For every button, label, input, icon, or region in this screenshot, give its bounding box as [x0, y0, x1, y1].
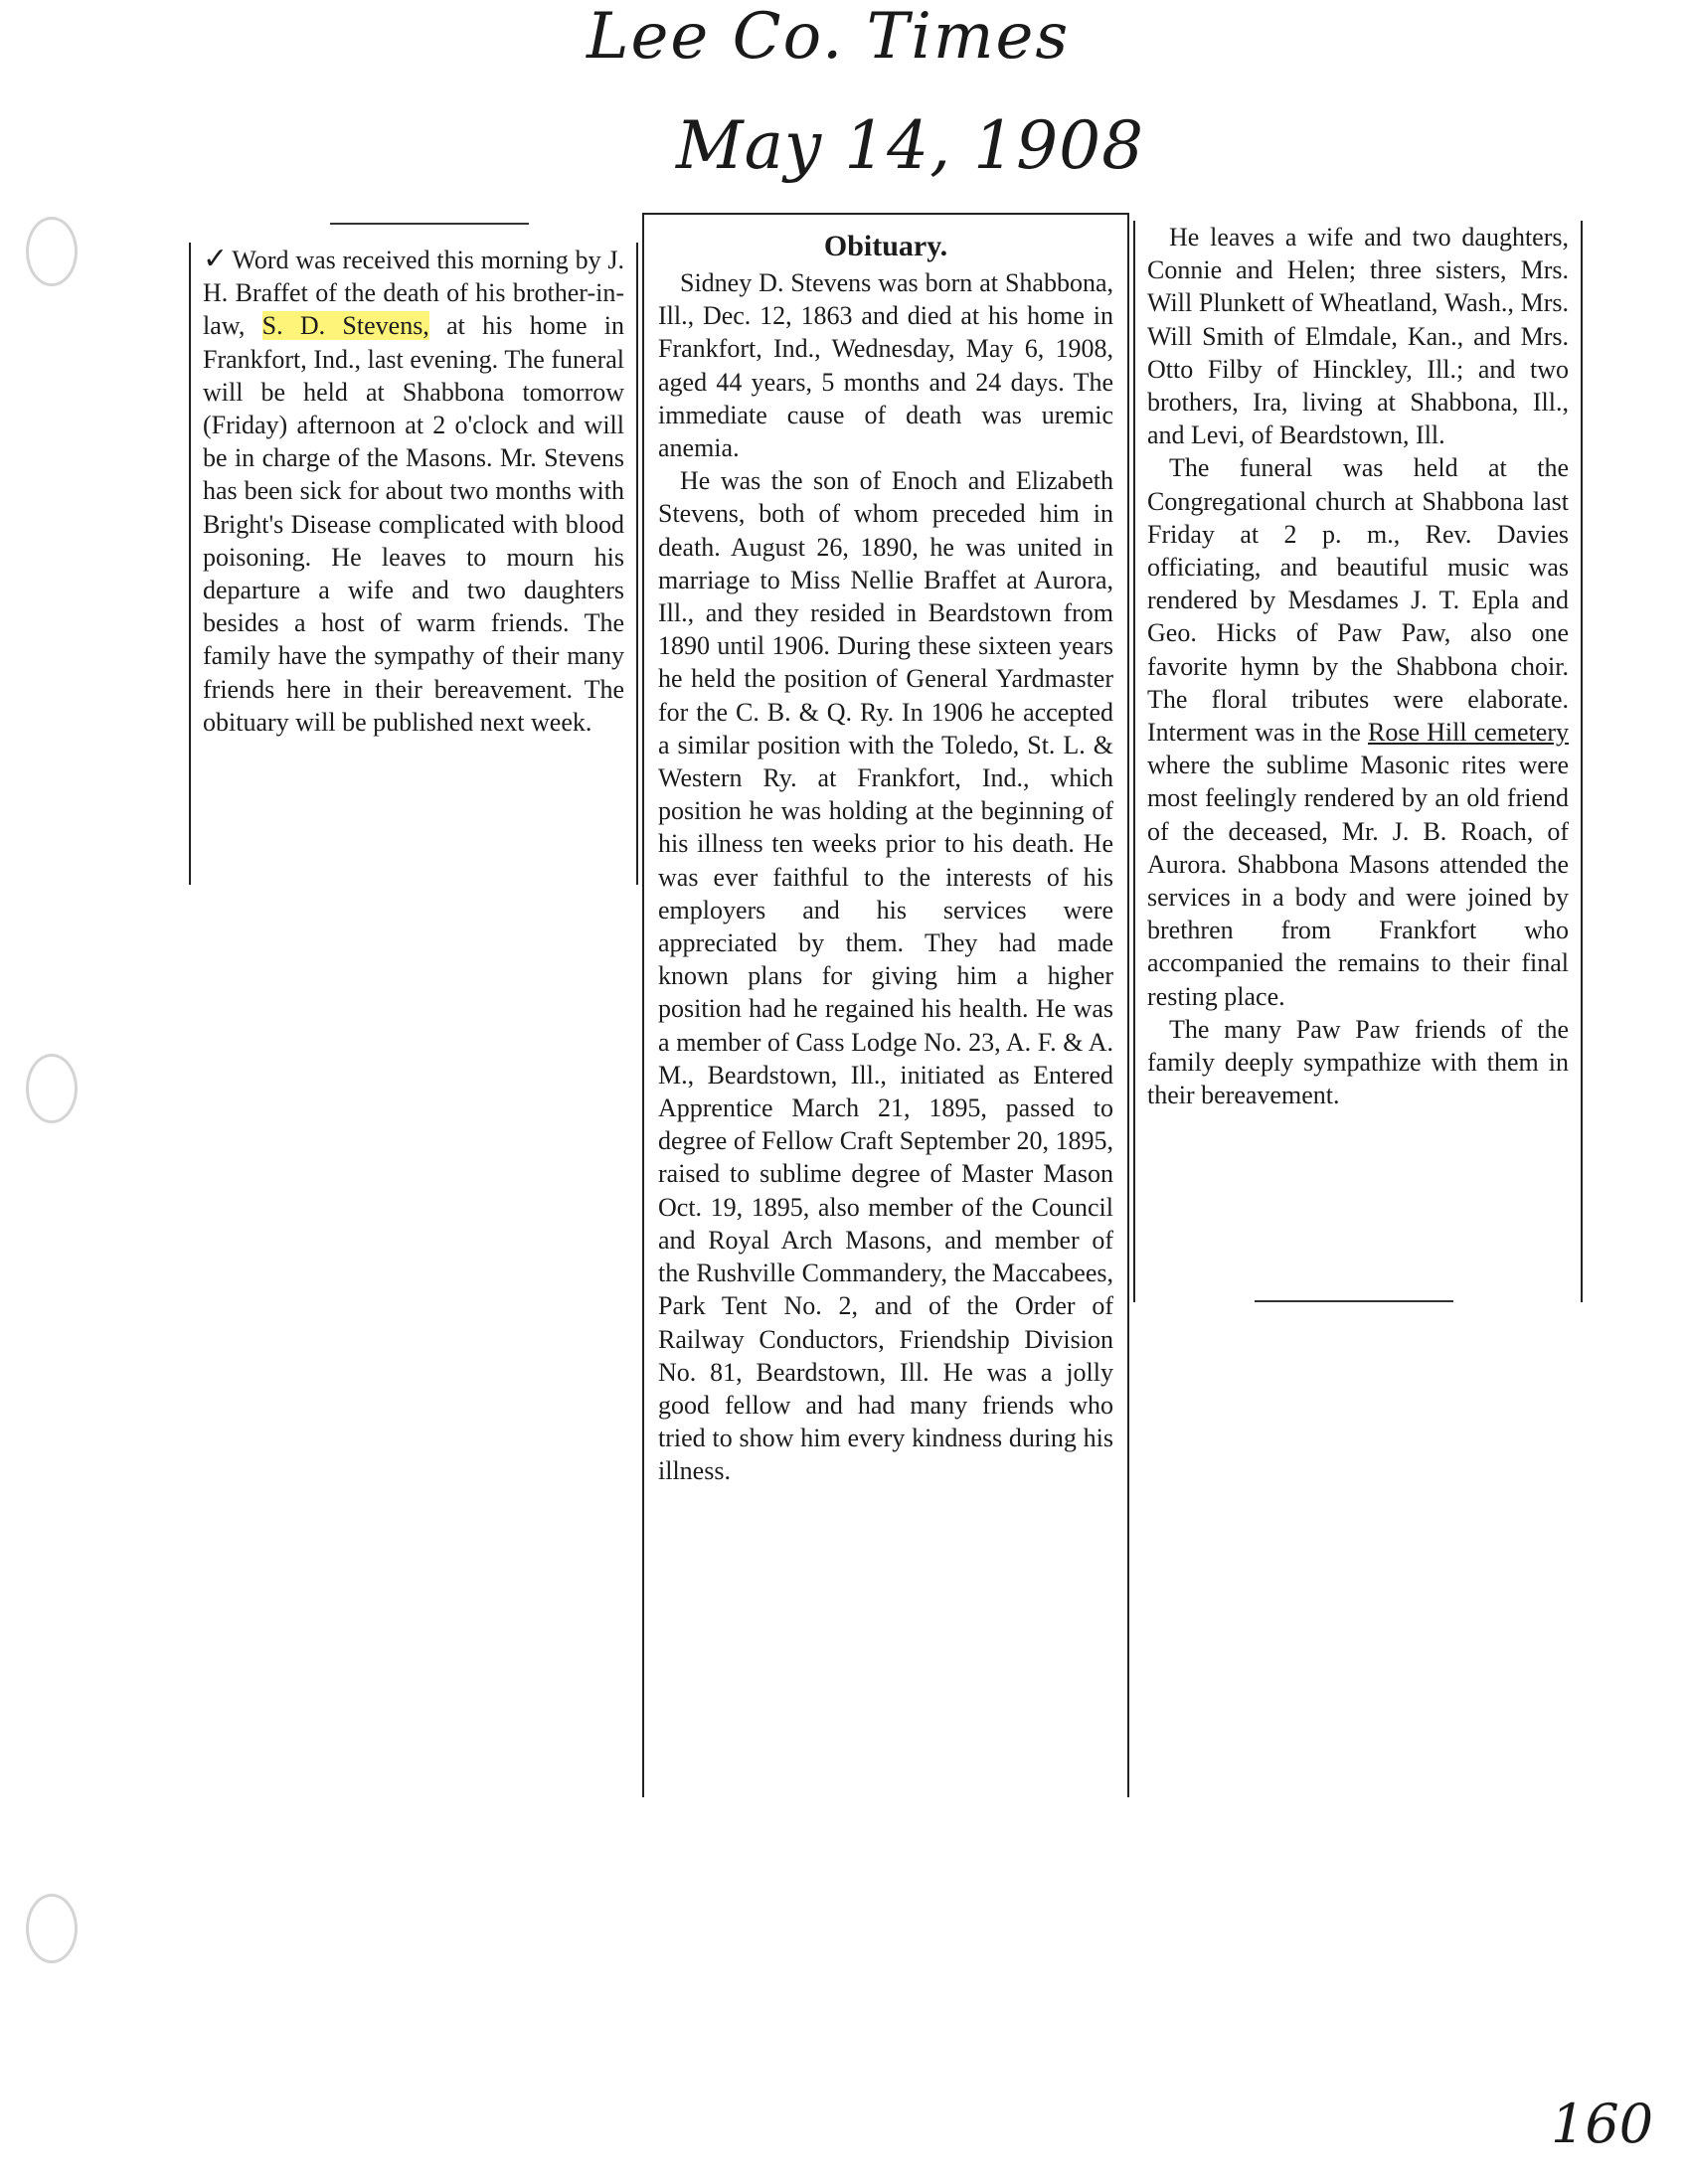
obituary-paragraph-2: He was the son of Enoch and Elizabeth Stevens, both of whom preceded him in death. August 26, 1890, he was united in marriage to Miss Nellie Braffet at Aurora, Ill., and they resided in Beardstown from 1890 until 1906. During these sixteen years he held the position of General Yardmaster for the C. B. & Q. Ry. In 1906 he accepted a similar position with the Toledo, St. L. & Western Ry. at Frankfort, Ind., which position he was holding at the beginning of his illness ten weeks prior to his death. He was ever faithful to the interests of his employers and his services were appreciated by them. They had made known plans for giving him a higher position had he regained his health. He was a member of Cass Lodge No. 23, A. F. & A. M., Beardstown, Ill., initiated as Entered Apprentice March 21, 1895, passed to degree of Fellow Craft September 20, 1895, raised to sublime degree of Master Mason Oct. 19, 1895, also member of the Council and Royal Arch Masons, and member of the Rushville Commandery, the Maccabees, Park Tent No. 2, and of the Order of Railway Conductors, Friendship Division No. 81, Beardstown, Ill. He was a jolly good fellow and had many friends who tried to show him every kindness during his illness. — [658, 466, 1113, 1486]
binder-hole-middle — [26, 1054, 78, 1123]
notice-text-start: Word was received this morning by J. H. Braffet of the death of his brother-in-law, — [203, 246, 624, 341]
binder-hole-top — [26, 217, 78, 286]
continuation-paragraph-survivors: He leaves a wife and two daughters, Connie and Helen; three sisters, Mrs. Will Plunkett of Wheatland, Wash., Mrs. Will Smith of Elmdale, Kan., and Mrs. Otto Filby of Hinckley, Ill.; and two brothers, Ira, living at Shabbona, Ill., and Levi, of Beardstown, Ill. — [1147, 223, 1569, 450]
death-notice-clipping — [189, 243, 638, 885]
check-mark-icon: ✓ — [203, 242, 229, 276]
continuation-paragraph-funeral — [1147, 451, 1569, 1012]
continuation-bottom-rule — [1255, 1300, 1453, 1302]
obituary-clipping — [642, 213, 1129, 1797]
continuation-paragraph-sympathy: The many Paw Paw friends of the family deeply sympathize with them in their bereavement. — [1147, 1014, 1569, 1110]
handwritten-source-annotation: Lee Co. Times — [587, 0, 1071, 74]
handwritten-page-number: 160 — [1551, 2093, 1654, 2155]
highlighted-name: S. D. Stevens, — [261, 311, 429, 341]
notice-paragraph — [203, 243, 624, 739]
funeral-text-start: The funeral was held at the Congregational church at Shabbona last Friday at 2 p. m., Rev. Davies officiating, and beautiful music was rendered by Mesdames J. T. Epla and Geo. Hicks of Paw Paw, also one favorite hymn by the Shabbona choir. The floral tributes were elaborate. Interment was in the — [1147, 453, 1569, 748]
notice-top-rule — [330, 223, 529, 225]
obituary-heading: Obituary. — [823, 230, 948, 262]
notice-text-end: at his home in Frankfort, Ind., last evening. The funeral will be held at Shabbona tomorrow (Friday) afternoon at 2 o'clock and will be in charge of the Masons. Mr. Stevens has been sick for about two months with Bright's Disease complicated with blood poisoning. He leaves to mourn his departure a wife and two daughters besides a host of warm friends. The family have the sympathy of their many friends here in their bereavement. The obituary will be published next week. — [203, 311, 625, 737]
obituary-continuation-clipping — [1133, 221, 1583, 1302]
funeral-text-end: where the sublime Masonic rites were most feelingly rendered by an old friend of the deceased, Mr. J. B. Roach, of Aurora. Shabbona Masons attended the services in a body and were joined by brethren from Frankfort who accompanied the remains to their final resting place. — [1147, 751, 1569, 1011]
binder-hole-bottom — [26, 1894, 78, 1963]
underlined-cemetery: Rose Hill cemetery — [1368, 718, 1569, 748]
handwritten-date-annotation: May 14, 1908 — [676, 107, 1145, 184]
obituary-paragraph-1: Sidney D. Stevens was born at Shabbona, Ill., Dec. 12, 1863 and died at his home in Frankfort, Ind., Wednesday, May 6, 1908, aged 44 years, 5 months and 24 days. The immediate cause of death was uremic anemia. — [658, 268, 1113, 463]
